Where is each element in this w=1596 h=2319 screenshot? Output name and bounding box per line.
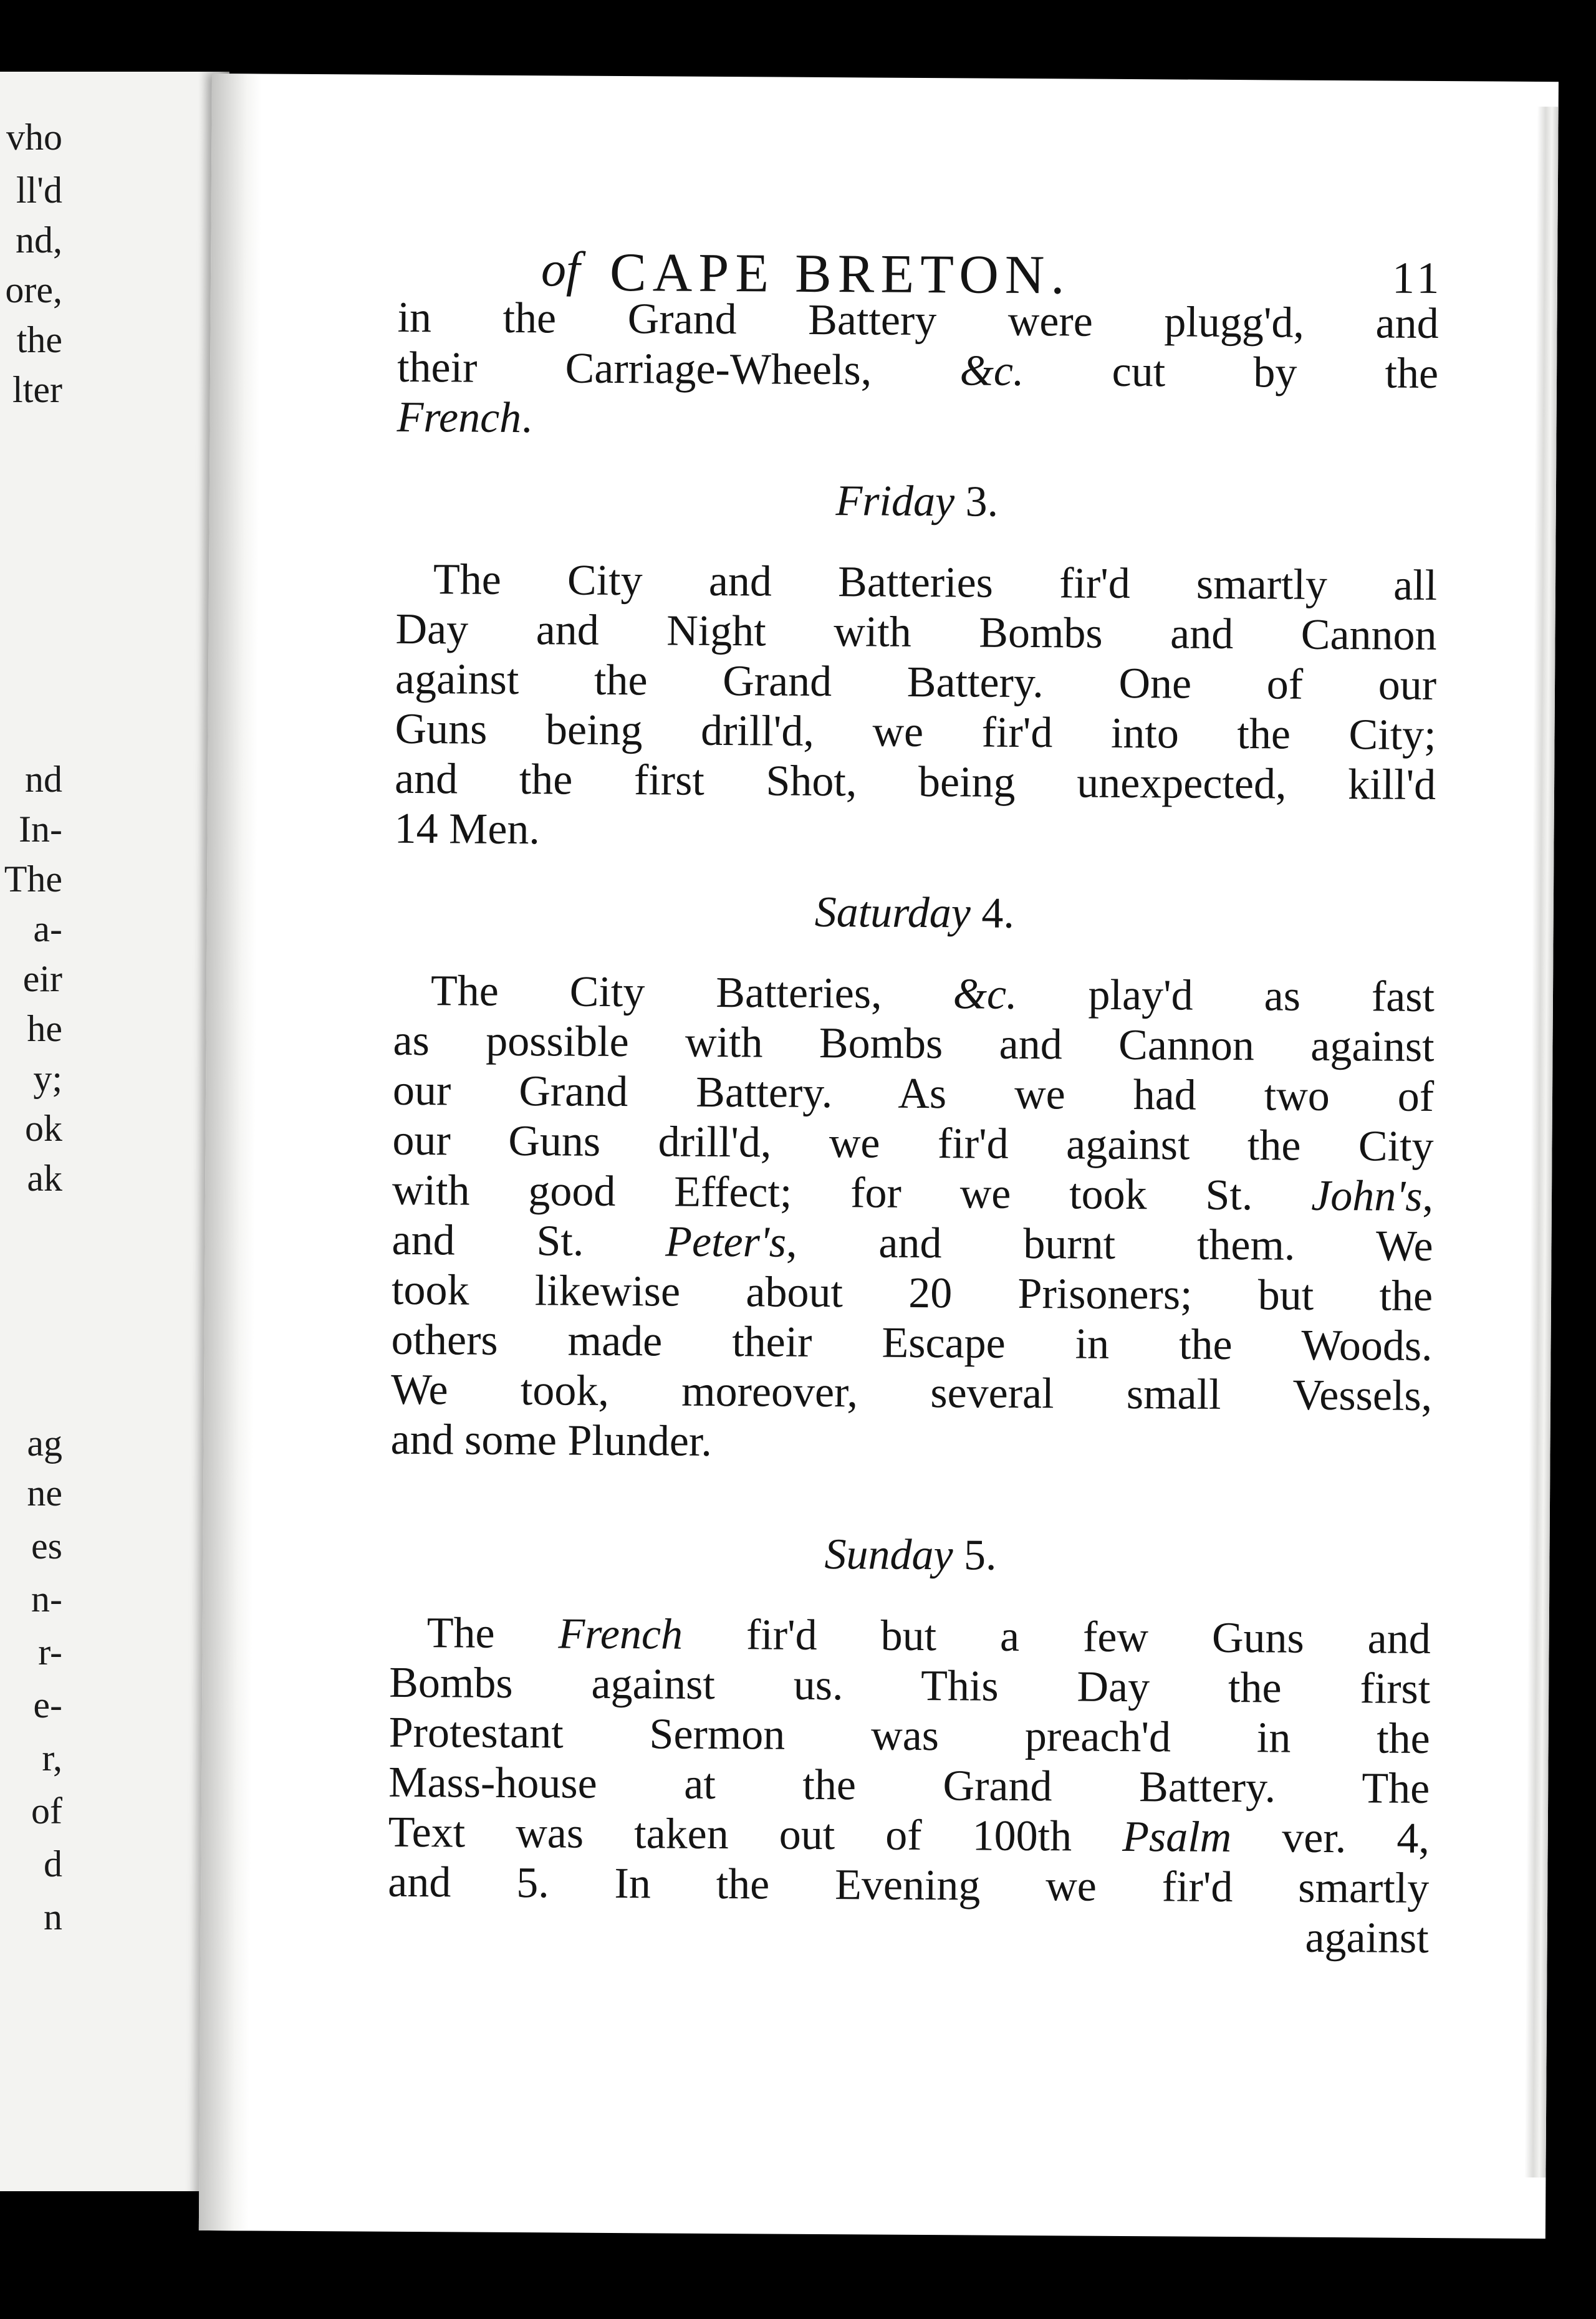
header-title: CAPE BRETON. [609,242,1071,306]
left-fragment-line: vho [6,117,62,158]
left-fragment-line: y; [33,1058,62,1099]
text-line: and some Plunder. [390,1415,713,1466]
left-fragment-line: nd, [16,219,62,261]
left-fragment-line: of [31,1790,62,1832]
left-fragment-line: the [16,319,62,360]
text-line: our Grand Battery. As we had two of [392,1066,1435,1121]
left-fragment-line: e- [33,1684,62,1726]
left-fragment-line: ag [27,1423,62,1464]
running-header [541,241,1476,306]
text-line: took likewise about 20 Prisoners; but the [391,1265,1433,1320]
page-number: 11 [1392,252,1443,304]
left-fragment-line: r- [38,1631,62,1673]
book-page [199,74,1559,2239]
text-line: We took, moreover, several small Vessels, [390,1365,1433,1420]
catchword: against [1305,1913,1429,1962]
left-page-text-fragments [0,72,62,2191]
left-fragment-line: ll'd [16,170,62,211]
text-line: as possible with Bombs and Cannon against [393,1016,1435,1072]
text-line: in the Grand Battery were plugg'd, and [397,293,1439,348]
left-fragment-line: es [31,1525,62,1567]
text-line: our Guns drill'd, we fir'd against the City [392,1116,1434,1171]
day-heading: Saturday 4. [814,888,1015,938]
left-facing-page [0,72,228,2191]
text-line: Bombs against us. This Day the first [389,1658,1431,1713]
text-line: The City and Batteries fir'd smartly all [433,555,1438,610]
left-fragment-line: r, [42,1737,62,1779]
text-line: Text was taken out of 100th Psalm ver. 4, [388,1808,1430,1863]
left-fragment-line: The [4,858,62,900]
text-line: Mass-house at the Grand Battery. The [388,1758,1430,1813]
left-fragment-line: In- [19,809,62,850]
left-fragment-line: lter [12,369,62,410]
left-fragment-line: he [27,1008,62,1049]
left-fragment-line: d [44,1843,62,1884]
left-fragment-line: a- [33,908,62,949]
left-fragment-line: ak [27,1158,62,1199]
text-line: with good Effect; for we took St. John's, [392,1166,1434,1221]
text-line: Protestant Sermon was preach'd in the [388,1708,1430,1763]
left-fragment-line: ok [25,1108,62,1149]
left-fragment-line: n [44,1896,62,1937]
text-line: and the first Shot, being unexpected, kill'd [394,754,1436,810]
text-line: Guns being drill'd, we fir'd into the City; [395,704,1436,760]
text-line: others made their Escape in the Woods. [391,1315,1433,1370]
left-fragment-line: eir [22,958,62,999]
left-fragment-line: ne [27,1472,62,1514]
text-line: and 5. In the Evening we fir'd smartly [388,1858,1430,1913]
text-line: their Carriage-Wheels, &c. cut by the [397,343,1439,398]
day-heading: Friday 3. [835,477,999,526]
text-line: The City Batteries, &c. play'd as fast [430,967,1435,1022]
text-line: French. [397,393,532,443]
text-line: 14 Men. [394,804,541,854]
text-line: and St. Peter's, and burnt them. We [392,1216,1433,1270]
left-fragment-line: nd [25,759,62,800]
left-fragment-line: n- [31,1578,62,1620]
page-edge [1524,107,1558,2177]
text-line: The French fir'd but a few Guns and [426,1609,1431,1663]
day-heading: Sunday 5. [824,1530,997,1580]
text-line: against the Grand Battery. One of our [395,655,1437,710]
left-fragment-line: ore, [5,269,62,310]
text-line: Day and Night with Bombs and Cannon [395,605,1437,660]
header-of: of [541,242,580,297]
